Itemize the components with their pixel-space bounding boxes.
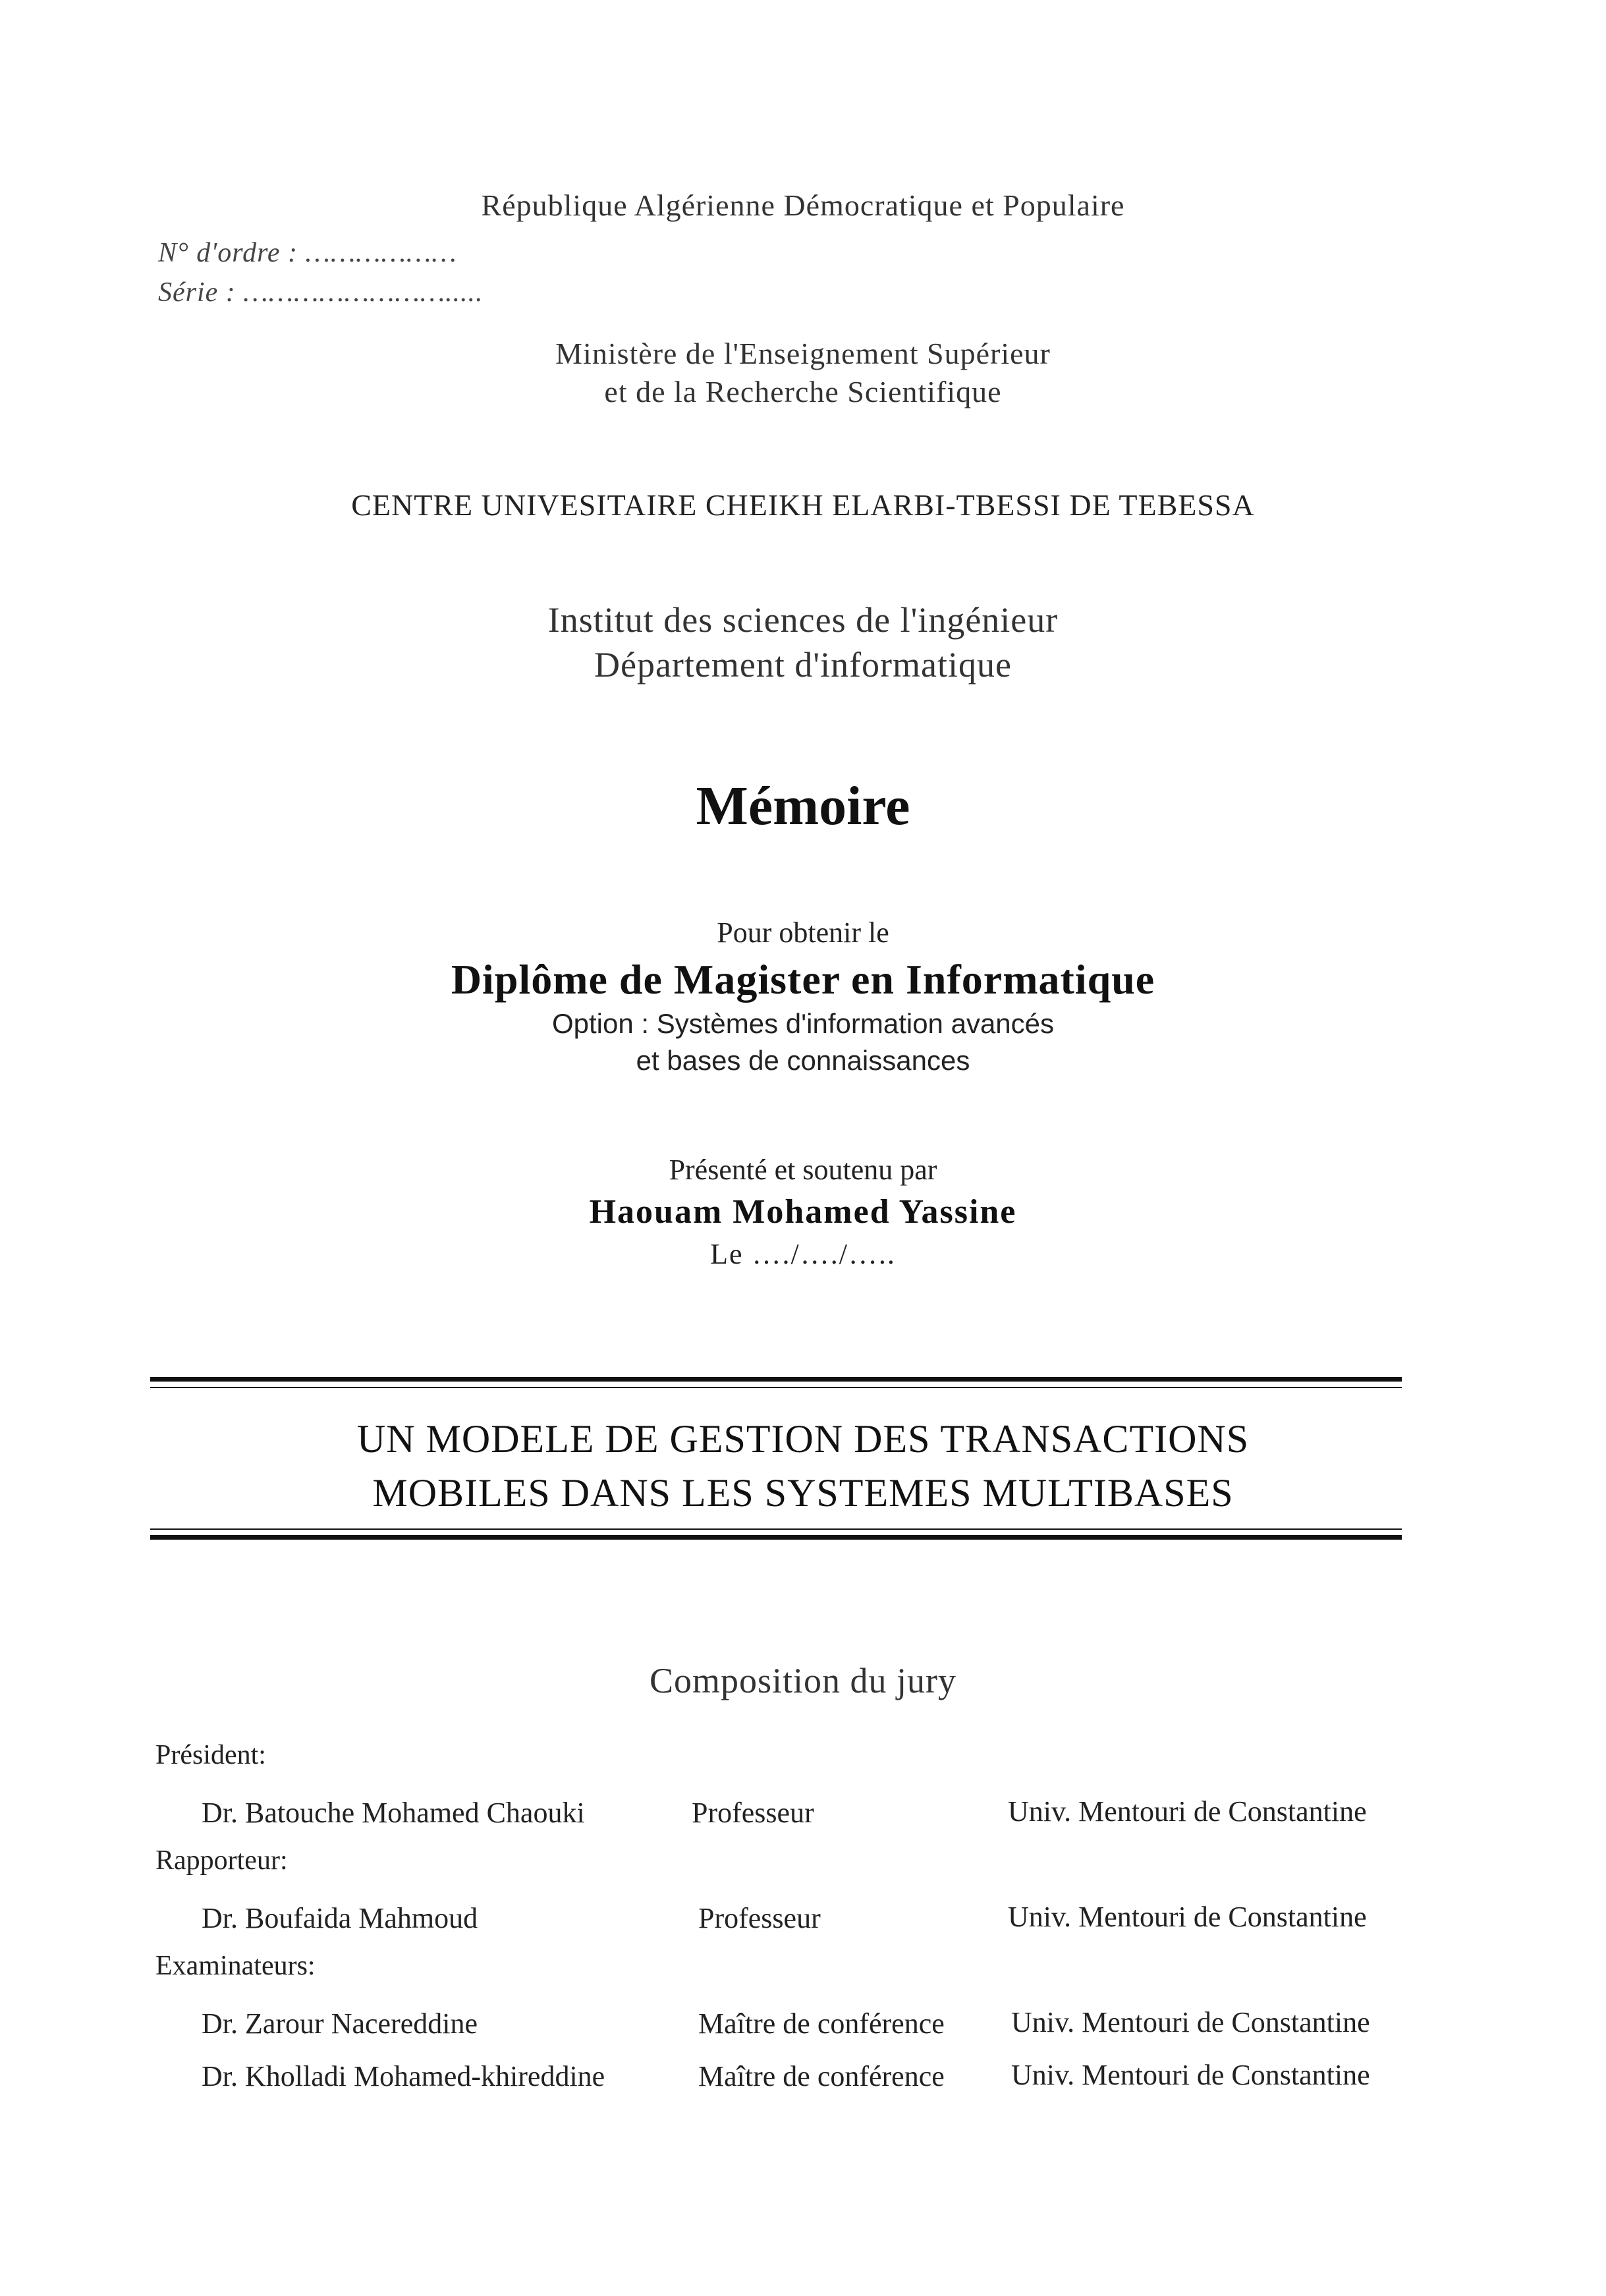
rapporteur-univ: Univ. Mentouri de Constantine bbox=[1008, 1901, 1367, 1933]
defense-date: Le …./…./….. bbox=[710, 1238, 896, 1270]
president-label: Président: bbox=[155, 1740, 266, 1770]
option-line2: et bases de connaissances bbox=[636, 1045, 970, 1076]
diplome-title: Diplôme de Magister en Informatique bbox=[451, 956, 1155, 1003]
ministere-line1: Ministère de l'Enseignement Supérieur bbox=[555, 337, 1051, 370]
examinateur-univ: Univ. Mentouri de Constantine bbox=[1011, 2006, 1370, 2038]
serie-field: Série : ……………………..... bbox=[158, 277, 484, 308]
examinateur-grade: Maître de conférence bbox=[698, 2060, 945, 2092]
examinateur-name: Dr. Kholladi Mohamed-khireddine bbox=[202, 2060, 605, 2092]
rapporteur-name: Dr. Boufaida Mahmoud bbox=[202, 1902, 478, 1934]
memoire-title: Mémoire bbox=[696, 775, 910, 837]
institut: Institut des sciences de l'ingénieur bbox=[547, 600, 1059, 640]
jury-heading: Composition du jury bbox=[649, 1661, 957, 1700]
rapporteur-label: Rapporteur: bbox=[155, 1845, 288, 1876]
author-name: Haouam Mohamed Yassine bbox=[589, 1193, 1017, 1231]
examinateur-grade: Maître de conférence bbox=[698, 2007, 945, 2040]
president-name: Dr. Batouche Mohamed Chaouki bbox=[202, 1797, 585, 1829]
thesis-title-line2: MOBILES DANS LES SYSTEMES MULTIBASES bbox=[372, 1471, 1234, 1515]
thesis-title-line1: UN MODELE DE GESTION DES TRANSACTIONS bbox=[356, 1417, 1250, 1461]
ministere-line2: et de la Recherche Scientifique bbox=[604, 375, 1002, 408]
rapporteur-grade: Professeur bbox=[698, 1902, 821, 1934]
option-line1: Option : Systèmes d'information avancés bbox=[551, 1008, 1055, 1039]
title-rule-top-thick bbox=[150, 1377, 1402, 1382]
centre-universitaire: CENTRE UNIVESITAIRE CHEIKH ELARBI-TBESSI DE TEBESSA bbox=[351, 488, 1255, 522]
examinateur-univ: Univ. Mentouri de Constantine bbox=[1011, 2059, 1370, 2091]
title-rule-bottom-thick bbox=[150, 1535, 1402, 1540]
president-grade: Professeur bbox=[692, 1797, 814, 1829]
departement: Département d'informatique bbox=[594, 645, 1012, 685]
republic-heading: République Algérienne Démocratique et Populaire bbox=[481, 188, 1125, 222]
presente-par: Présenté et soutenu par bbox=[669, 1154, 937, 1186]
president-univ: Univ. Mentouri de Constantine bbox=[1008, 1795, 1367, 1828]
pour-obtenir: Pour obtenir le bbox=[717, 916, 889, 949]
examinateurs-label: Examinateurs: bbox=[155, 1951, 316, 1981]
ordre-field: N° d'ordre : ……………… bbox=[158, 238, 457, 268]
title-rule-top-thin bbox=[150, 1387, 1402, 1388]
examinateur-name: Dr. Zarour Nacereddine bbox=[202, 2007, 478, 2040]
title-rule-bottom-thin bbox=[150, 1528, 1402, 1530]
